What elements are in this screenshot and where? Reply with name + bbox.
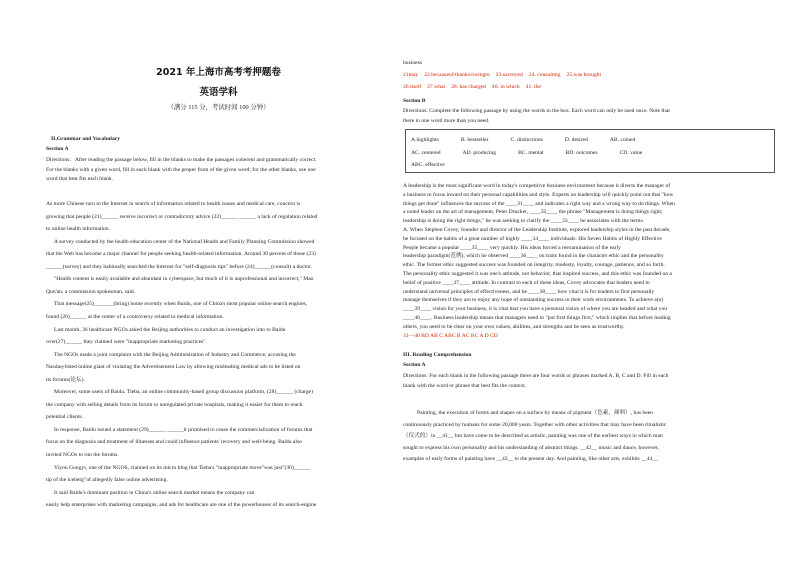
passage-line: a noted leader on the art of management, Peter Drucker, ____32____ the phrase "Management is doing things right; xyxy=(403,209,663,216)
passage-line: ethic. The former ethic suggested success was founded on integrity, modesty, loyalty, courage, patience, and so forth. xyxy=(403,262,665,269)
passage-line: Moreover, some users of Baidu. Tieba, an online community-based group discussion platform, (28)______ (charge) xyxy=(54,389,313,396)
answers-line-2 xyxy=(403,84,547,90)
passage-line: tip of the iceberg"of allegedly false online advertising. xyxy=(46,477,168,484)
passage-line: to online health information. xyxy=(46,226,111,233)
subject-title: 英语学科 xyxy=(199,87,238,98)
answer-item: 28. has charged xyxy=(451,84,486,90)
directions-line: Directions: Complete the following passage by using the words in the box. Each word can only be used once. Note that xyxy=(403,108,670,114)
word-option: AD. producing xyxy=(462,150,497,156)
passage-line: Nasdaq-listed online giant of violating the Advertisement Law by allowing misleading medical ads to be listed on xyxy=(46,364,301,371)
passage-line: Last month, 36 healthcare NGOs asked the Beijing authorities to conduct an investigation into to Baidu xyxy=(54,326,286,333)
passage-line: its forums(论坛). xyxy=(46,376,85,383)
passage-line: ____40____. Business leadership means that managers need to "put first things first," which implies that before leading xyxy=(403,315,671,321)
passage-line: ____39____ vision for your business, it is vital that you have a personal vision of where you are headed and what you xyxy=(403,306,668,313)
passage-line: the company with selling details from its forum to unregulated private hospitals, making it easier for them to reach xyxy=(46,401,303,408)
answer-item: 40. in which xyxy=(491,84,520,90)
passage-line: growing that people (21)______ receive incorrect or contradictory advice (22)______ ______ a lack of regulation related xyxy=(46,213,318,220)
directions-line: word that best fits each blank. xyxy=(46,176,114,182)
answer-item: 23.surveyed xyxy=(495,72,523,78)
passage-line: understand universal principles of effectiveness, and he ____38____ how vital it is for leaders to first personally xyxy=(403,288,655,295)
passage-line: that the Web has become a major channel for people seeking health-related information. Around 30 percent of those (23) xyxy=(46,251,316,258)
word-option: C. distinctions xyxy=(510,137,543,143)
passage-line: examples of early forms of painting have __43__ to the present day. And painting, like other arts, exhibits __44__ xyxy=(403,456,658,462)
passage-line: A survey conducted by the health education center of the National Health and Family Planning Commission showed xyxy=(54,238,315,245)
passage-line: Yiyou Gongyi, one of the NGOS, claimed on its micro blog that Tieba's "inappropriate move"was just"(30)______ xyxy=(54,464,311,471)
passage-line: sought to express his own personality and his understanding of abstract things. __42__ music and dance, however, xyxy=(403,444,659,451)
passage-line: ______(survey) and they habitually searched the Internet for "self-diagnosis tips" before (24)______(consult) a doctor. xyxy=(46,263,312,270)
directions-line: there in one word more than you need. xyxy=(403,117,490,124)
passage-line: A. When Stephen Covey, founder and director of the Leadership Institute, explored leadership styles in the past decade, xyxy=(403,227,671,233)
word-option: D. desired xyxy=(564,137,588,143)
continued-word: business xyxy=(403,60,422,66)
answer-item: 27.what xyxy=(427,84,446,90)
passage-line: he focused on the habits of a great number of highly ____34____ individuals. His Seven Habits of Highly Effective xyxy=(403,235,662,242)
word-box-row-1 xyxy=(411,137,657,143)
passage-line: leadership paradigm(范例), which he observed ____36____ on traits found in the character ethic and the personality xyxy=(403,253,664,260)
directions-line: blank with the word or phrase that best fits the context. xyxy=(403,382,527,389)
passage-line: a business to focus inward on their personal capabilities and style. Experts on leadership will quickly point out that "how xyxy=(403,191,674,198)
passage-line: manage themselves if they are to enjoy any hope of outstanding success in their work environments. To achieve a(n) xyxy=(403,297,664,304)
directions-line: Directions：After reading the passage below, fill in the blanks to make the passages coherent and grammatically correct. xyxy=(46,157,317,163)
passage-line: over(27)______ they claimed were "inappropriate marketing practices". xyxy=(46,339,207,346)
passage-line: Qun'an, a commission spokesman, said. xyxy=(46,288,136,295)
passage-line: continuously practiced by humans for some 20,000 years. Together with other activities that may have been ritualistic xyxy=(403,421,667,428)
directions-line: For the blanks with a given word, fill in each blank with the proper from of the given word; for the other blanks, use one xyxy=(46,166,316,173)
passage-line: focus on the diagnosis and treatment of illnesses and could influence patients' recovery and well-being. Baidu also xyxy=(46,439,302,446)
section-b-label: Section B xyxy=(403,98,426,104)
passage-line: things get done" influences the success of the ____31____ and indicates a right way and a wrong way to do things. When xyxy=(403,200,675,207)
answers-line-1 xyxy=(403,72,607,78)
passage-line: invited NGOs to run the forums. xyxy=(46,452,119,458)
word-option: A.highlights xyxy=(411,137,439,143)
passage-line: found (26)______ at the center of a controversy related to medical information. xyxy=(46,313,224,320)
section-heading: II.Grammar and Vocabulary xyxy=(51,136,121,142)
passage-line: It said Baidu's dominant position in China's online search market means the company can xyxy=(54,489,255,496)
answer-item: 21may xyxy=(403,72,419,78)
passage-line: Painting, the execution of forms and shapes on a surface by means of pigment（色素，颜料）, has been xyxy=(417,410,653,416)
passage-line: The NGOs made a joint complaint with the Beijing Administration of Industry and Commerce, accusing the xyxy=(54,351,296,358)
passage-line: belief of positive ____37____ attitude. In contrast to each of these ideas, Covey advocates that leaders need to xyxy=(403,279,650,286)
directions-line: Directions: For each blank in the following passage there are four words or phrases marked A, B, C and D. Fill in each xyxy=(403,373,669,379)
passage-line: others, you need to be clear on your own values, abilities, and strengths and be seen as trustworthy. xyxy=(403,323,625,330)
passage-line: potential clients. xyxy=(46,414,83,421)
answer-item: 22.becauseof/thanks/owingto xyxy=(424,72,490,78)
word-box-row-3 xyxy=(411,162,467,168)
score-note: （满分 115 分，考试时间 100 分钟） xyxy=(167,104,270,111)
section-a2-label: Section A xyxy=(403,362,426,368)
word-option: B. bestseller xyxy=(460,137,489,143)
section-iii-label: III. Reading Comprehension xyxy=(403,352,472,358)
passage-line: As more Chinese turn to the Internet in search of information related to health issues and medical care, concern is xyxy=(46,201,301,207)
passage-line: leadership is doing the right things," he was seeking to clarify the ____33____ he associates with the terms. xyxy=(403,218,645,225)
word-option: ABC. effective xyxy=(411,162,445,168)
passage-line: In response, Baidu issued a statement (29)______ ______it promised to cease the commercialization of forums that xyxy=(54,426,313,433)
passage-line: A leadership is the most significant word in today's competitive business environment because it directs the manager of xyxy=(403,183,671,189)
passage-line: The personality ethic suggested it was one's attitude, not behavior, that inspired success, and this ethic was founded on a xyxy=(403,271,672,277)
passage-line: "Health content is easily available and abundant in cyberspace, but much of it is unprofessional and incorrect," Mao xyxy=(54,276,314,283)
word-option: CD. value xyxy=(619,150,643,156)
word-option: AC. centered xyxy=(411,150,441,156)
word-option: AB. coined xyxy=(609,137,636,143)
word-option: BC. mental xyxy=(518,150,544,156)
word-option: BD. outcomes xyxy=(565,150,598,156)
answer-item: 24. consulting xyxy=(528,72,561,78)
answers-b: 31—40 BD AB C ABC B AC BC A D CD xyxy=(403,333,498,339)
passage-line: That message(25)_______(bring) home recently when Baidu, one of China's most popular online search engines, xyxy=(54,301,308,308)
answer-item: 25.was brought xyxy=(566,72,602,78)
word-box-row-2 xyxy=(411,150,664,156)
section-a-label: Section A xyxy=(46,146,69,152)
answer-item: 26.itself xyxy=(403,84,422,90)
answer-item: 41. the xyxy=(525,84,541,90)
exam-title: 2021 年上海市高考考押题卷 xyxy=(156,67,281,78)
passage-line: People became a popular ____35____ very quickly. His ideas forced a reexamination of the early xyxy=(403,244,621,251)
word-box xyxy=(405,129,775,173)
passage-line: easily help enterprises with marketing campaigns, and ads for healthcare are one of the powerhouses of its search-engine xyxy=(46,502,317,509)
passage-line: （仪式的）in __41__ but have come to be described as artistic, painting was one of the earliest ways in which man xyxy=(403,433,663,439)
